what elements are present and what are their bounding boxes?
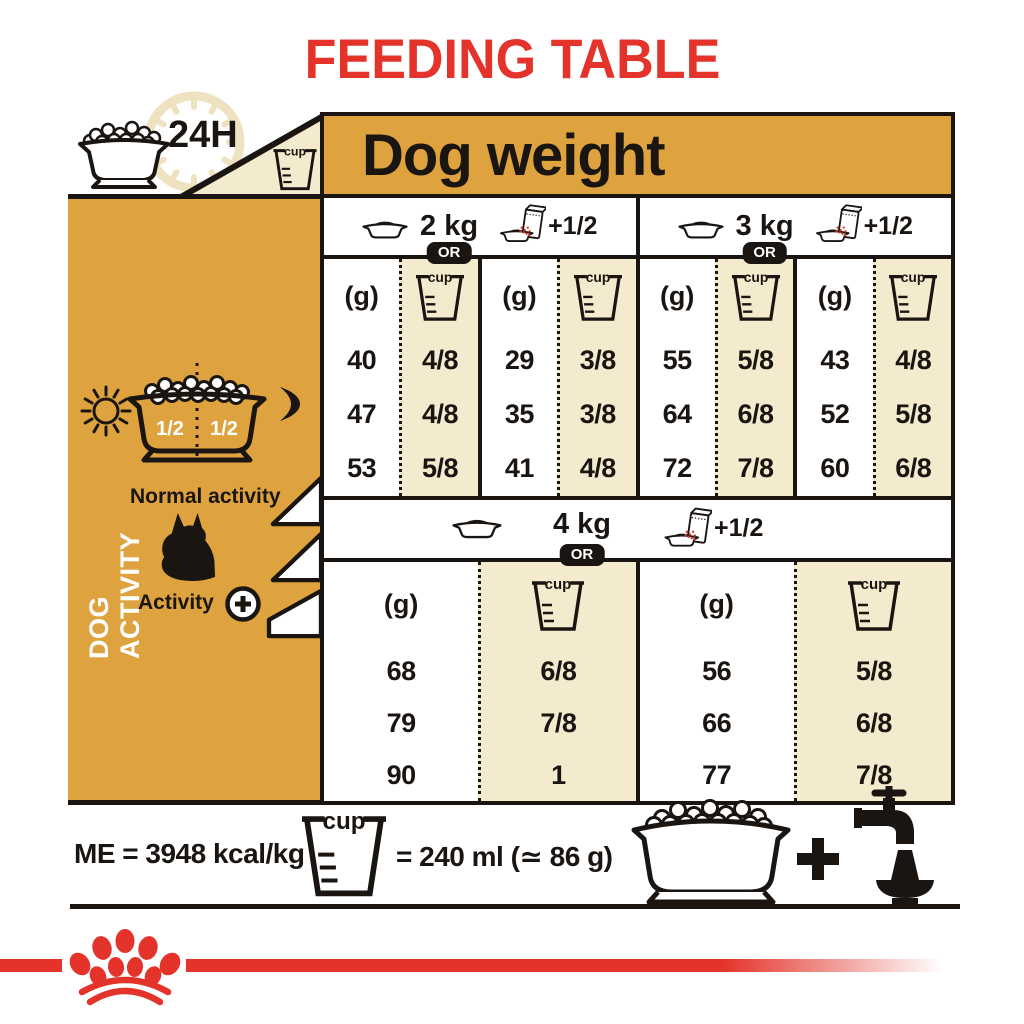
value-cell: 4/8 bbox=[579, 453, 616, 484]
cup-word: cup bbox=[585, 269, 611, 286]
value-cell: 6/8 bbox=[855, 708, 892, 738]
bowl-pouch-icon bbox=[806, 201, 862, 247]
bowl-icon bbox=[678, 220, 724, 239]
cup-column bbox=[478, 562, 635, 801]
half-label-left: 1/2 bbox=[156, 418, 184, 440]
value-cell: 55 bbox=[662, 344, 692, 375]
value-cell: 35 bbox=[504, 398, 534, 429]
footer-divider bbox=[70, 904, 960, 909]
normal-activity-label: Normal activity bbox=[130, 485, 281, 508]
value-cell: 68 bbox=[386, 656, 416, 687]
grams-column bbox=[640, 259, 715, 496]
cup-column bbox=[715, 259, 793, 496]
brand-bar-right bbox=[186, 959, 974, 972]
value-cell: 1 bbox=[551, 759, 566, 790]
cup-column bbox=[399, 259, 477, 496]
weight-label: 2 kg OR bbox=[420, 210, 478, 243]
value-cell: 4/8 bbox=[422, 344, 459, 375]
cup-column bbox=[557, 259, 635, 496]
grams-header: (g) bbox=[659, 280, 695, 311]
plus-half-label: +1/2 bbox=[863, 212, 913, 240]
dog-activity-sidebar bbox=[68, 194, 322, 805]
pair-4kg-dry bbox=[324, 562, 636, 801]
measuring-cup-icon bbox=[532, 575, 584, 633]
cup-column bbox=[794, 562, 951, 801]
bowl-pouch-icon bbox=[490, 201, 546, 247]
cup-word: cup bbox=[283, 144, 307, 159]
measuring-cup-icon bbox=[848, 575, 900, 633]
wet-option bbox=[806, 207, 913, 247]
half-label-right: 1/2 bbox=[210, 418, 238, 440]
plus-half-label: +1/2 bbox=[714, 513, 764, 542]
value-cell: 7/8 bbox=[737, 453, 774, 484]
or-badge: OR bbox=[427, 242, 472, 264]
or-badge: OR bbox=[742, 242, 787, 264]
pair-4kg-mixed bbox=[636, 562, 952, 801]
grams-column bbox=[324, 562, 478, 801]
measuring-cup-icon-large bbox=[302, 806, 386, 900]
value-cell: 72 bbox=[662, 453, 692, 484]
pair-2kg-dry bbox=[324, 259, 478, 496]
weight-label: 3 kg OR bbox=[736, 210, 794, 243]
moon-icon bbox=[272, 385, 302, 423]
value-cell: 52 bbox=[820, 398, 850, 429]
cup-word: cup bbox=[322, 807, 366, 835]
activity-plus-icon bbox=[224, 585, 262, 623]
bowl-icon bbox=[452, 518, 502, 539]
cup-equivalence-label: = 240 ml (≃ 86 g) bbox=[396, 841, 613, 872]
grams-column bbox=[482, 259, 557, 496]
value-cell: 53 bbox=[347, 453, 377, 484]
measuring-cup-icon bbox=[574, 269, 622, 323]
section-2kg-3kg bbox=[324, 198, 951, 500]
value-cell: 7/8 bbox=[540, 708, 577, 738]
weight-header-row-4kg bbox=[324, 500, 951, 562]
wet-option bbox=[490, 207, 597, 247]
cup-word: cup bbox=[545, 576, 572, 593]
kibble-bowl-icon-large bbox=[628, 792, 794, 910]
grams-header: (g) bbox=[502, 280, 537, 311]
value-cell: 6/8 bbox=[540, 656, 577, 687]
plus-icon bbox=[797, 838, 839, 880]
duration-label: 24H bbox=[168, 114, 238, 156]
value-cell: 77 bbox=[702, 759, 732, 790]
brand-bar-left bbox=[0, 959, 62, 972]
value-cell: 3/8 bbox=[579, 344, 616, 375]
value-cell: 64 bbox=[662, 398, 692, 429]
value-cell: 4/8 bbox=[422, 398, 459, 429]
half-half-bowl-icon bbox=[122, 361, 272, 467]
cup-word: cup bbox=[901, 269, 926, 286]
kibble-bowl-icon bbox=[76, 110, 172, 190]
bowl-icon bbox=[362, 220, 408, 239]
value-cell: 5/8 bbox=[737, 344, 774, 375]
weight-label: 4 kg OR bbox=[553, 508, 611, 541]
pair-3kg-mixed bbox=[793, 259, 951, 496]
activity-ramp-icon-1 bbox=[270, 475, 324, 527]
bowl-pouch-icon bbox=[654, 504, 712, 552]
value-cell: 5/8 bbox=[422, 453, 459, 484]
value-cell: 5/8 bbox=[895, 398, 932, 429]
grams-header: (g) bbox=[383, 588, 419, 619]
activity-ramp-icon-3 bbox=[266, 587, 324, 639]
cup-word: cup bbox=[860, 576, 888, 593]
feeding-table bbox=[320, 194, 955, 805]
royal-canin-crown-logo bbox=[58, 922, 192, 1006]
cup-word: cup bbox=[743, 269, 768, 286]
value-cell: 6/8 bbox=[895, 453, 932, 484]
values-2kg-3kg bbox=[324, 259, 951, 496]
activity-ramp-icon-2 bbox=[270, 531, 324, 583]
value-cell: 41 bbox=[504, 453, 534, 484]
value-cell: 43 bbox=[820, 344, 850, 375]
measuring-cup-icon bbox=[416, 269, 464, 323]
wet-option bbox=[654, 504, 763, 552]
pair-2kg-mixed bbox=[478, 259, 636, 496]
grams-column bbox=[797, 259, 872, 496]
section-4kg bbox=[324, 500, 951, 801]
or-badge: OR bbox=[560, 544, 605, 566]
values-4kg bbox=[324, 562, 951, 801]
grams-header: (g) bbox=[344, 280, 379, 311]
grams-column bbox=[640, 562, 794, 801]
value-cell: 79 bbox=[386, 708, 416, 738]
value-cell: 40 bbox=[347, 344, 377, 375]
activity-label: Activity bbox=[138, 591, 214, 614]
energy-label: ME = 3948 kcal/kg bbox=[74, 838, 305, 869]
value-cell: 66 bbox=[702, 708, 732, 738]
value-cell: 3/8 bbox=[579, 398, 616, 429]
value-cell: 6/8 bbox=[737, 398, 774, 429]
value-cell: 29 bbox=[504, 344, 534, 375]
dog-activity-label: DOG ACTIVITY bbox=[84, 531, 145, 659]
measuring-cup-icon bbox=[889, 269, 937, 323]
dog-silhouette-icon bbox=[152, 509, 228, 587]
dog-weight-header: Dog weight bbox=[320, 112, 955, 198]
value-cell: 60 bbox=[820, 453, 850, 484]
measuring-cup-icon bbox=[272, 144, 318, 192]
weight-header-row bbox=[324, 198, 951, 259]
cup-word: cup bbox=[427, 269, 453, 286]
pair-3kg-dry bbox=[636, 259, 794, 496]
water-tap-icon bbox=[842, 786, 940, 906]
weight-cell-3kg bbox=[636, 198, 952, 261]
grams-header: (g) bbox=[699, 588, 734, 619]
plus-half-label: +1/2 bbox=[548, 212, 598, 240]
page-title: FEEDING TABLE bbox=[304, 27, 720, 90]
measuring-cup-icon bbox=[732, 269, 780, 323]
value-cell: 4/8 bbox=[895, 344, 932, 375]
grams-column bbox=[324, 259, 399, 496]
value-cell: 5/8 bbox=[855, 656, 892, 687]
weight-cell-2kg bbox=[324, 198, 636, 261]
value-cell: 7/8 bbox=[855, 759, 892, 790]
value-cell: 90 bbox=[386, 759, 416, 790]
value-cell: 56 bbox=[702, 656, 732, 687]
cup-column bbox=[873, 259, 951, 496]
value-cell: 47 bbox=[347, 398, 377, 429]
grams-header: (g) bbox=[817, 280, 853, 311]
